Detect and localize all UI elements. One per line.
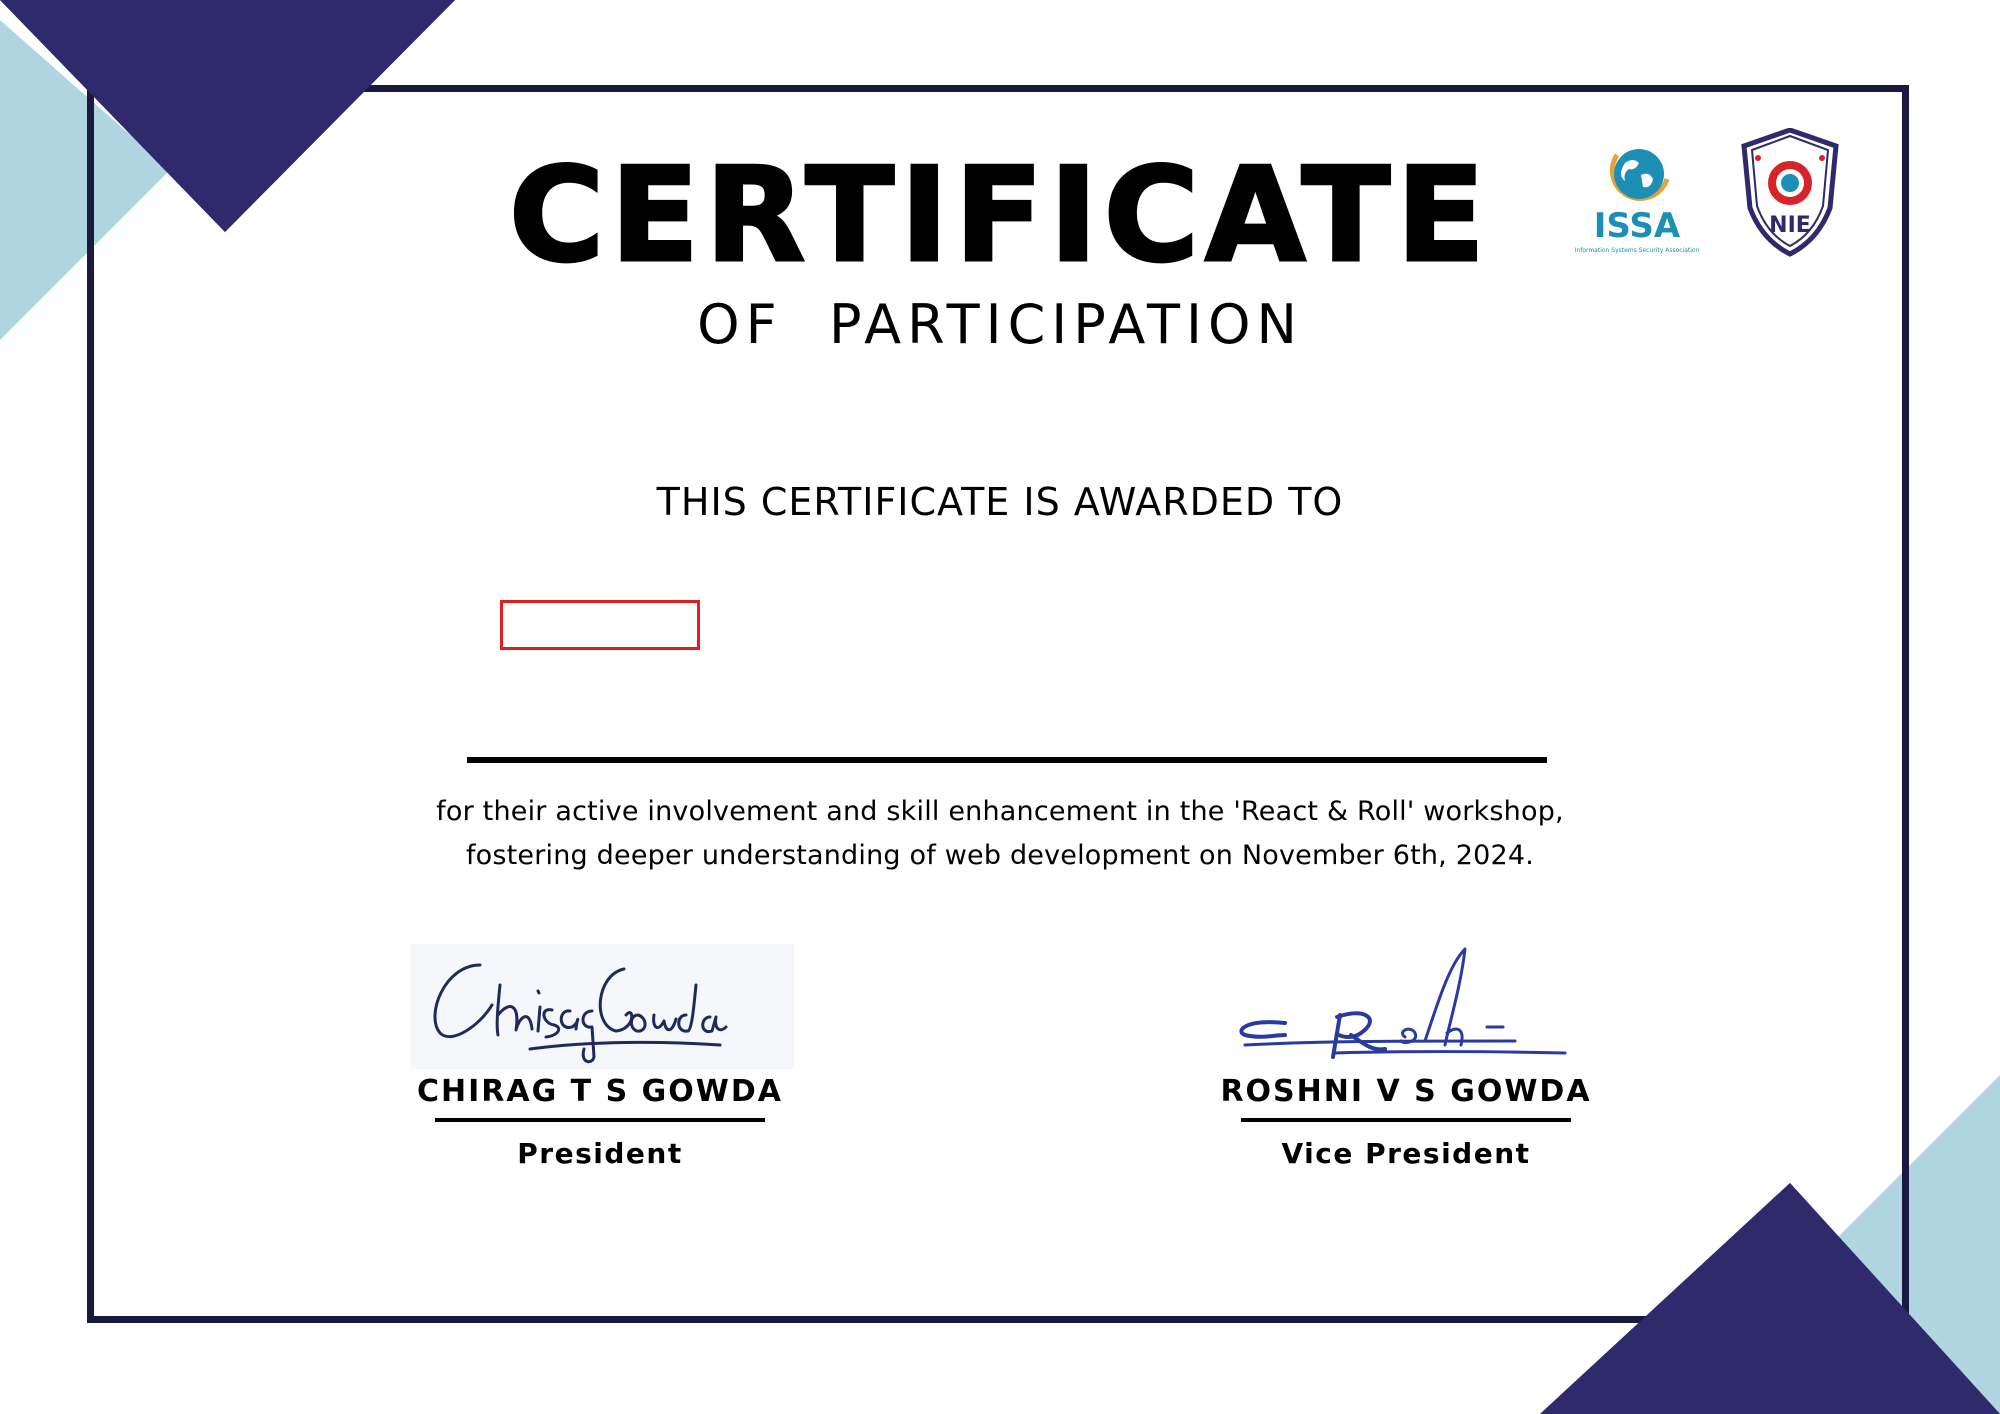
nie-logo [1738, 128, 1842, 258]
president-signature [420, 945, 790, 1065]
recipient-name-redaction [500, 600, 700, 650]
signatory-president [380, 1070, 820, 1174]
certificate-subtitle: OF PARTICIPATION [697, 293, 1303, 356]
description-line-2: fostering deeper understanding of web development on November 6th, 2024. [465, 840, 1535, 871]
president-title: President [517, 1137, 683, 1170]
awarded-to-label: THIS CERTIFICATE IS AWARDED TO [656, 480, 1344, 524]
description-line-1: for their active involvement and skill enhancement in the 'React & Roll' workshop, [436, 796, 1564, 827]
vice-president-name: ROSHNI V S GOWDA [1220, 1074, 1592, 1109]
svg-text:ISSA: ISSA [1593, 206, 1681, 246]
svg-text:Information Systems Security A: Information Systems Security Association [1575, 247, 1700, 254]
president-name: CHIRAG T S GOWDA [417, 1074, 783, 1109]
vice-president-signature-line [1241, 1118, 1571, 1122]
certificate-description [350, 790, 1650, 878]
recipient-name-line [467, 757, 1547, 763]
president-signature-line [435, 1118, 765, 1122]
certificate-title: CERTIFICATE [508, 139, 1492, 291]
issa-logo [1575, 135, 1700, 260]
vice-president-title: Vice President [1281, 1137, 1531, 1170]
vice-president-signature [1225, 945, 1575, 1070]
svg-text:NIE: NIE [1769, 213, 1811, 238]
signatory-vice-president [1186, 1070, 1626, 1174]
